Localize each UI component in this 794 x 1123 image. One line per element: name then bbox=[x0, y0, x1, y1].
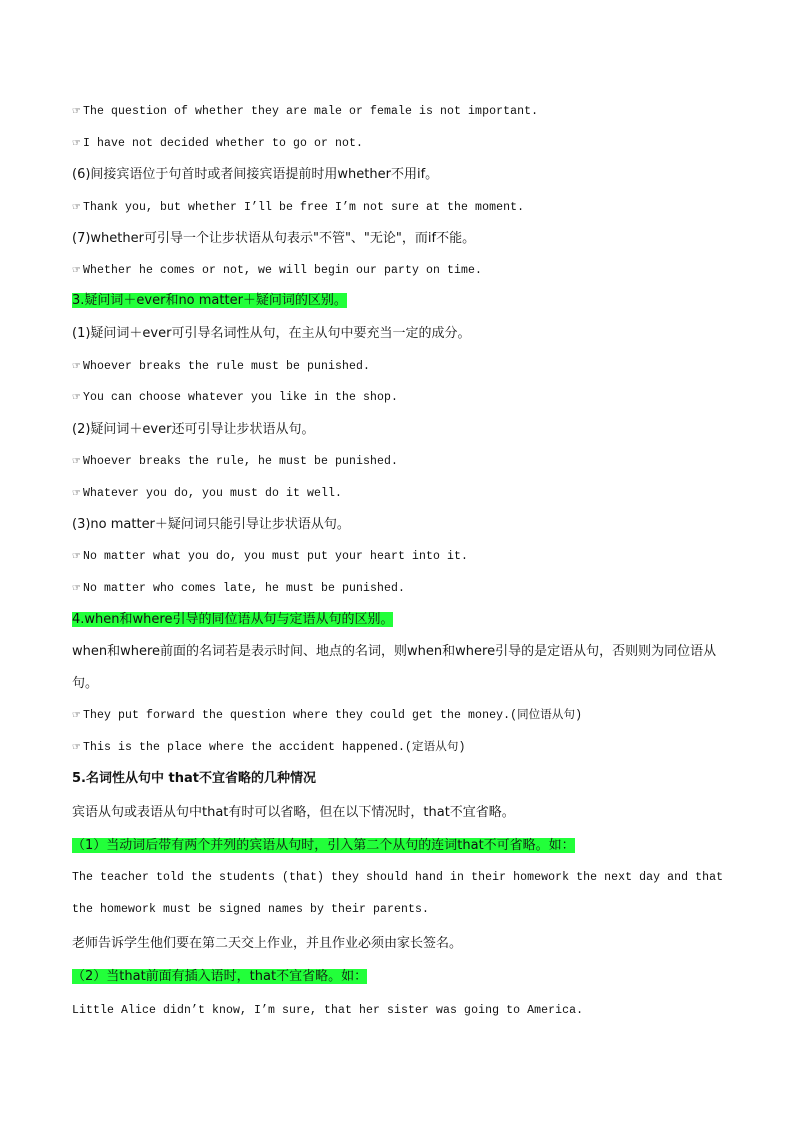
section-heading-4: 4.when和where引导的同位语从句与定语从句的区别。 bbox=[72, 612, 394, 627]
pointing-hand-icon: ☞ bbox=[72, 106, 82, 117]
rule-text: (2)疑问词＋ever还可引导让步状语从句。 bbox=[72, 422, 315, 437]
rule-text: when和where前面的名词若是表示时间、地点的名词，则when和where引导的是定语从句，否则则为同位语从句。 bbox=[72, 644, 717, 691]
section-heading-5: 5.名词性从句中 that不宜省略的几种情况 bbox=[72, 771, 316, 786]
example-sentence: ☞ Whoever breaks the rule, he must be punished. bbox=[72, 455, 399, 468]
example-sentence: ☞ No matter who comes late, he must be punished. bbox=[72, 582, 406, 595]
section-heading-3: 3.疑问词＋ever和no matter＋疑问词的区别。 bbox=[72, 293, 347, 308]
pointing-hand-icon: ☞ bbox=[72, 138, 82, 149]
rule-text: (7)whether可引导一个让步状语从句表示"不管"、"无论"，而if不能。 bbox=[72, 231, 476, 246]
pointing-hand-icon: ☞ bbox=[72, 551, 82, 562]
example-sentence: ☞ No matter what you do, you must put your heart into it. bbox=[72, 550, 469, 563]
example-paragraph: The teacher told the students (that) they should hand in their homework the next day and that the homework must be signed names by their parents. bbox=[72, 871, 724, 916]
pointing-hand-icon: ☞ bbox=[72, 361, 82, 372]
pointing-hand-icon: ☞ bbox=[72, 742, 82, 753]
pointing-hand-icon: ☞ bbox=[72, 392, 82, 403]
example-sentence: ☞ The question of whether they are male or female is not important. bbox=[72, 105, 539, 118]
rule-text: (3)no matter＋疑问词只能引导让步状语从句。 bbox=[72, 517, 350, 532]
example-sentence: ☞ Thank you, but whether I’ll be free I’m not sure at the moment. bbox=[72, 201, 525, 214]
rule-text: (6)间接宾语位于句首时或者间接宾语提前时用whether不用if。 bbox=[72, 167, 439, 182]
pointing-hand-icon: ☞ bbox=[72, 202, 82, 213]
example-sentence: Little Alice didn’t know, I’m sure, that her sister was going to America. bbox=[72, 1004, 584, 1017]
rule-text: 宾语从句或表语从句中that有时可以省略，但在以下情况时，that不宜省略。 bbox=[72, 805, 515, 820]
example-sentence: ☞ They put forward the question where they could get the money.(同位语从句) bbox=[72, 709, 583, 722]
example-sentence: ☞ Whoever breaks the rule must be punished. bbox=[72, 360, 371, 373]
pointing-hand-icon: ☞ bbox=[72, 583, 82, 594]
pointing-hand-icon: ☞ bbox=[72, 265, 82, 276]
example-sentence: ☞ You can choose whatever you like in the shop. bbox=[72, 391, 399, 404]
sub-heading: （1）当动词后带有两个并列的宾语从句时，引入第二个从句的连词that不可省略。如： bbox=[72, 838, 575, 853]
rule-text: (1)疑问词＋ever可引导名词性从句，在主从句中要充当一定的成分。 bbox=[72, 326, 471, 341]
example-sentence: ☞ I have not decided whether to go or not. bbox=[72, 137, 364, 150]
example-sentence: ☞ Whatever you do, you must do it well. bbox=[72, 487, 343, 500]
pointing-hand-icon: ☞ bbox=[72, 710, 82, 721]
translation-text: 老师告诉学生他们要在第二天交上作业，并且作业必须由家长签名。 bbox=[72, 936, 463, 951]
example-sentence: ☞ Whether he comes or not, we will begin our party on time. bbox=[72, 264, 483, 277]
example-sentence: ☞ This is the place where the accident happened.(定语从句) bbox=[72, 741, 466, 754]
pointing-hand-icon: ☞ bbox=[72, 456, 82, 467]
sub-heading: （2）当that前面有插入语时，that不宜省略。如： bbox=[72, 969, 368, 984]
pointing-hand-icon: ☞ bbox=[72, 488, 82, 499]
